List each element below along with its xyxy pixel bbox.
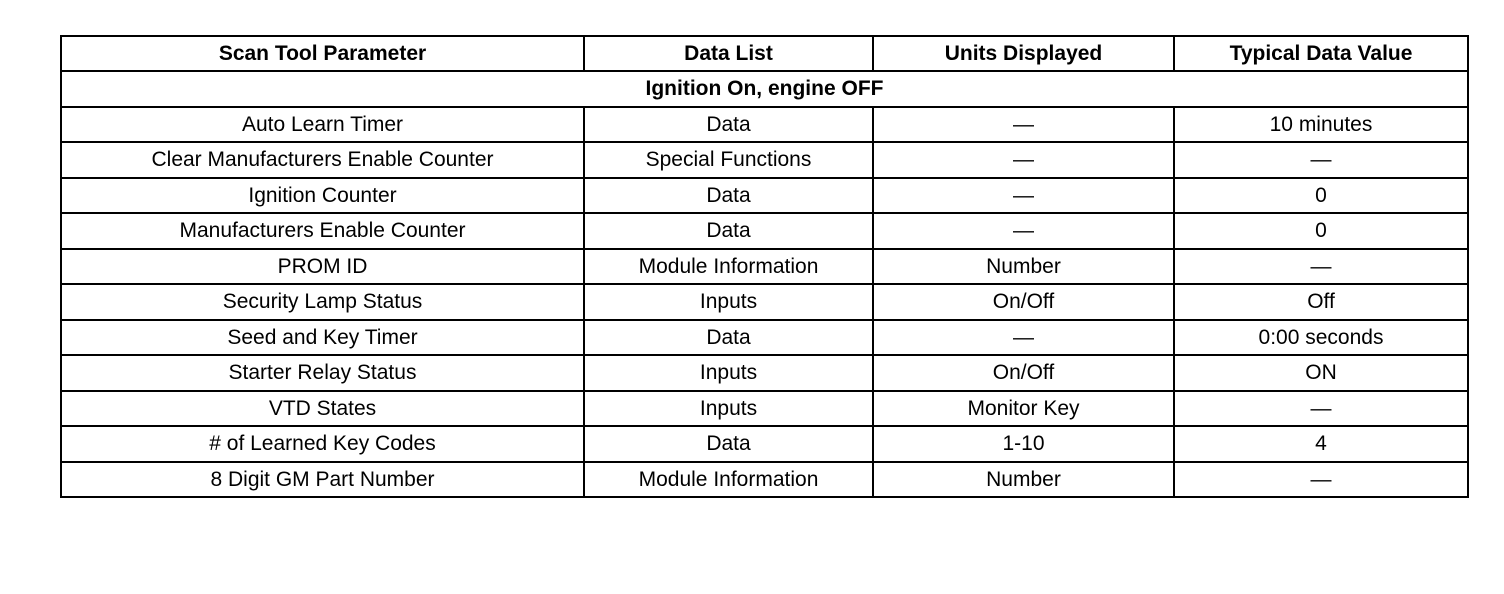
value-cell: — xyxy=(1174,142,1468,178)
data-list-cell: Module Information xyxy=(584,249,873,285)
table-row xyxy=(61,142,1468,178)
parameter-cell: 8 Digit GM Part Number xyxy=(61,462,584,498)
parameter-cell: Ignition Counter xyxy=(61,178,584,214)
section-title: Ignition On, engine OFF xyxy=(61,71,1468,107)
parameter-cell: Starter Relay Status xyxy=(61,355,584,391)
value-cell: 10 minutes xyxy=(1174,107,1468,143)
data-list-cell: Module Information xyxy=(584,462,873,498)
units-cell: Number xyxy=(873,462,1174,498)
table-row xyxy=(61,284,1468,320)
units-cell: — xyxy=(873,320,1174,356)
table-row xyxy=(61,462,1468,498)
units-cell: Number xyxy=(873,249,1174,285)
table-row xyxy=(61,426,1468,462)
data-list-cell: Special Functions xyxy=(584,142,873,178)
parameter-cell: Seed and Key Timer xyxy=(61,320,584,356)
table-row xyxy=(61,107,1468,143)
value-cell: 0 xyxy=(1174,213,1468,249)
units-cell: — xyxy=(873,107,1174,143)
data-list-cell: Inputs xyxy=(584,391,873,427)
value-cell: — xyxy=(1174,249,1468,285)
units-cell: — xyxy=(873,213,1174,249)
data-list-cell: Data xyxy=(584,426,873,462)
units-cell: — xyxy=(873,178,1174,214)
table-row xyxy=(61,320,1468,356)
value-cell: — xyxy=(1174,391,1468,427)
table-row xyxy=(61,355,1468,391)
parameter-cell: Security Lamp Status xyxy=(61,284,584,320)
value-cell: 4 xyxy=(1174,426,1468,462)
section-row xyxy=(61,71,1468,107)
units-cell: On/Off xyxy=(873,284,1174,320)
value-cell: — xyxy=(1174,462,1468,498)
header-typical-data-value: Typical Data Value xyxy=(1174,36,1468,71)
parameter-cell: Auto Learn Timer xyxy=(61,107,584,143)
scan-tool-data-table xyxy=(60,35,1469,498)
data-list-cell: Data xyxy=(584,213,873,249)
table-row xyxy=(61,178,1468,214)
value-cell: Off xyxy=(1174,284,1468,320)
header-units-displayed: Units Displayed xyxy=(873,36,1174,71)
units-cell: On/Off xyxy=(873,355,1174,391)
parameter-cell: Clear Manufacturers Enable Counter xyxy=(61,142,584,178)
table-row xyxy=(61,249,1468,285)
header-scan-tool-parameter: Scan Tool Parameter xyxy=(61,36,584,71)
table-header-row xyxy=(61,36,1468,71)
parameter-cell: VTD States xyxy=(61,391,584,427)
table-row xyxy=(61,213,1468,249)
data-list-cell: Inputs xyxy=(584,355,873,391)
header-data-list: Data List xyxy=(584,36,873,71)
data-list-cell: Data xyxy=(584,178,873,214)
units-cell: — xyxy=(873,142,1174,178)
data-list-cell: Data xyxy=(584,320,873,356)
parameter-cell: # of Learned Key Codes xyxy=(61,426,584,462)
units-cell: Monitor Key xyxy=(873,391,1174,427)
value-cell: 0 xyxy=(1174,178,1468,214)
data-list-cell: Inputs xyxy=(584,284,873,320)
data-list-cell: Data xyxy=(584,107,873,143)
parameter-cell: PROM ID xyxy=(61,249,584,285)
units-cell: 1-10 xyxy=(873,426,1174,462)
table-row xyxy=(61,391,1468,427)
value-cell: ON xyxy=(1174,355,1468,391)
value-cell: 0:00 seconds xyxy=(1174,320,1468,356)
parameter-cell: Manufacturers Enable Counter xyxy=(61,213,584,249)
